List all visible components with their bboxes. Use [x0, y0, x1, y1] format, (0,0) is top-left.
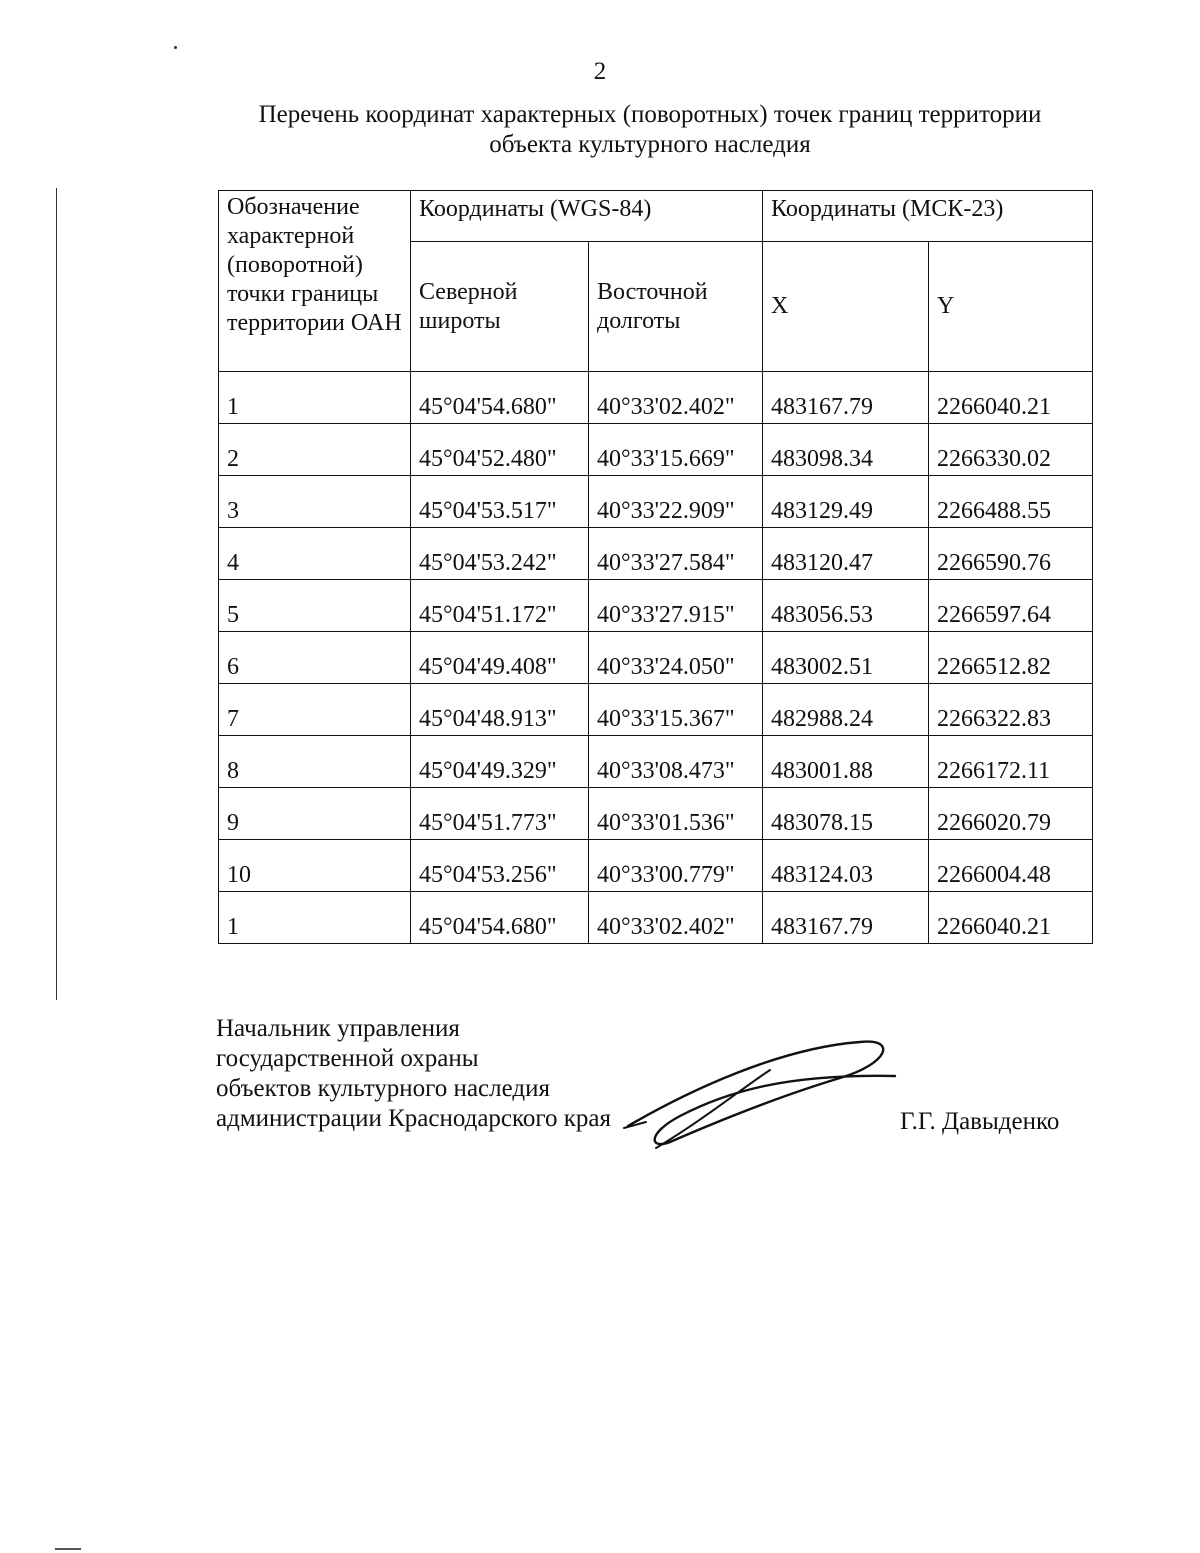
scan-speck: [174, 46, 177, 49]
y-cell: 2266322.83: [929, 684, 1093, 736]
coordinates-table: [218, 190, 1093, 944]
y-cell: 2266488.55: [929, 476, 1093, 528]
table-row: [219, 788, 1093, 840]
table-header-row: [219, 191, 1093, 242]
latitude-cell: 45°04'54.680": [411, 892, 589, 944]
x-cell: 483167.79: [763, 892, 929, 944]
signer-name: Г.Г. Давыденко: [900, 1108, 1060, 1135]
point-cell: 9: [219, 788, 411, 840]
y-cell: 2266004.48: [929, 840, 1093, 892]
x-cell: 483167.79: [763, 372, 929, 424]
point-cell: 3: [219, 476, 411, 528]
y-cell: 2266330.02: [929, 424, 1093, 476]
latitude-cell: 45°04'54.680": [411, 372, 589, 424]
header-longitude: Восточной долготы: [589, 242, 763, 372]
longitude-cell: 40°33'27.584": [589, 528, 763, 580]
header-designation: Обозначение характерной (поворотной) точки границы территории ОАН: [219, 191, 411, 372]
table-row: [219, 424, 1093, 476]
longitude-cell: 40°33'08.473": [589, 736, 763, 788]
point-cell: 10: [219, 840, 411, 892]
longitude-cell: 40°33'24.050": [589, 632, 763, 684]
document-title: [200, 100, 1100, 160]
longitude-cell: 40°33'00.779": [589, 840, 763, 892]
table-row: [219, 476, 1093, 528]
latitude-cell: 45°04'52.480": [411, 424, 589, 476]
point-cell: 1: [219, 372, 411, 424]
y-cell: 2266590.76: [929, 528, 1093, 580]
table-row: [219, 840, 1093, 892]
signer-line-3: объектов культурного наследия: [216, 1075, 550, 1102]
table-row: [219, 892, 1093, 944]
point-cell: 7: [219, 684, 411, 736]
point-cell: 1: [219, 892, 411, 944]
y-cell: 2266040.21: [929, 372, 1093, 424]
longitude-cell: 40°33'22.909": [589, 476, 763, 528]
x-cell: 483124.03: [763, 840, 929, 892]
latitude-cell: 45°04'53.256": [411, 840, 589, 892]
table-row: [219, 632, 1093, 684]
x-cell: 483120.47: [763, 528, 929, 580]
scan-mark: [55, 1548, 81, 1550]
longitude-cell: 40°33'02.402": [589, 892, 763, 944]
title-line-2: объекта культурного наследия: [489, 131, 811, 158]
table-row: [219, 736, 1093, 788]
table-row: [219, 528, 1093, 580]
point-cell: 2: [219, 424, 411, 476]
latitude-cell: 45°04'51.172": [411, 580, 589, 632]
x-cell: 483056.53: [763, 580, 929, 632]
longitude-cell: 40°33'15.367": [589, 684, 763, 736]
point-cell: 8: [219, 736, 411, 788]
point-cell: 6: [219, 632, 411, 684]
longitude-cell: 40°33'01.536": [589, 788, 763, 840]
latitude-cell: 45°04'49.329": [411, 736, 589, 788]
header-latitude: Северной широты: [411, 242, 589, 372]
point-cell: 4: [219, 528, 411, 580]
table-row: [219, 372, 1093, 424]
table-row: [219, 684, 1093, 736]
header-wgs-group: Координаты (WGS-84): [411, 191, 763, 242]
signer-line-4: администрации Краснодарского края: [216, 1105, 612, 1132]
x-cell: 483002.51: [763, 632, 929, 684]
longitude-cell: 40°33'27.915": [589, 580, 763, 632]
margin-rule: [56, 188, 57, 1000]
latitude-cell: 45°04'48.913": [411, 684, 589, 736]
page-number: 2: [593, 58, 607, 85]
signer-position: [216, 1014, 611, 1134]
title-line-1: Перечень координат характерных (поворотных) точек границ территории: [258, 101, 1042, 128]
signer-line-2: государственной охраны: [216, 1045, 479, 1072]
latitude-cell: 45°04'49.408": [411, 632, 589, 684]
y-cell: 2266172.11: [929, 736, 1093, 788]
y-cell: 2266020.79: [929, 788, 1093, 840]
handwritten-signature: [620, 1030, 910, 1160]
x-cell: 482988.24: [763, 684, 929, 736]
x-cell: 483078.15: [763, 788, 929, 840]
header-x: X: [763, 242, 929, 372]
longitude-cell: 40°33'15.669": [589, 424, 763, 476]
table-row: [219, 580, 1093, 632]
x-cell: 483001.88: [763, 736, 929, 788]
y-cell: 2266040.21: [929, 892, 1093, 944]
y-cell: 2266512.82: [929, 632, 1093, 684]
x-cell: 483098.34: [763, 424, 929, 476]
longitude-cell: 40°33'02.402": [589, 372, 763, 424]
x-cell: 483129.49: [763, 476, 929, 528]
header-msk-group: Координаты (МСК-23): [763, 191, 1093, 242]
y-cell: 2266597.64: [929, 580, 1093, 632]
signer-line-1: Начальник управления: [216, 1015, 460, 1042]
header-y: Y: [929, 242, 1093, 372]
latitude-cell: 45°04'53.242": [411, 528, 589, 580]
latitude-cell: 45°04'51.773": [411, 788, 589, 840]
point-cell: 5: [219, 580, 411, 632]
latitude-cell: 45°04'53.517": [411, 476, 589, 528]
